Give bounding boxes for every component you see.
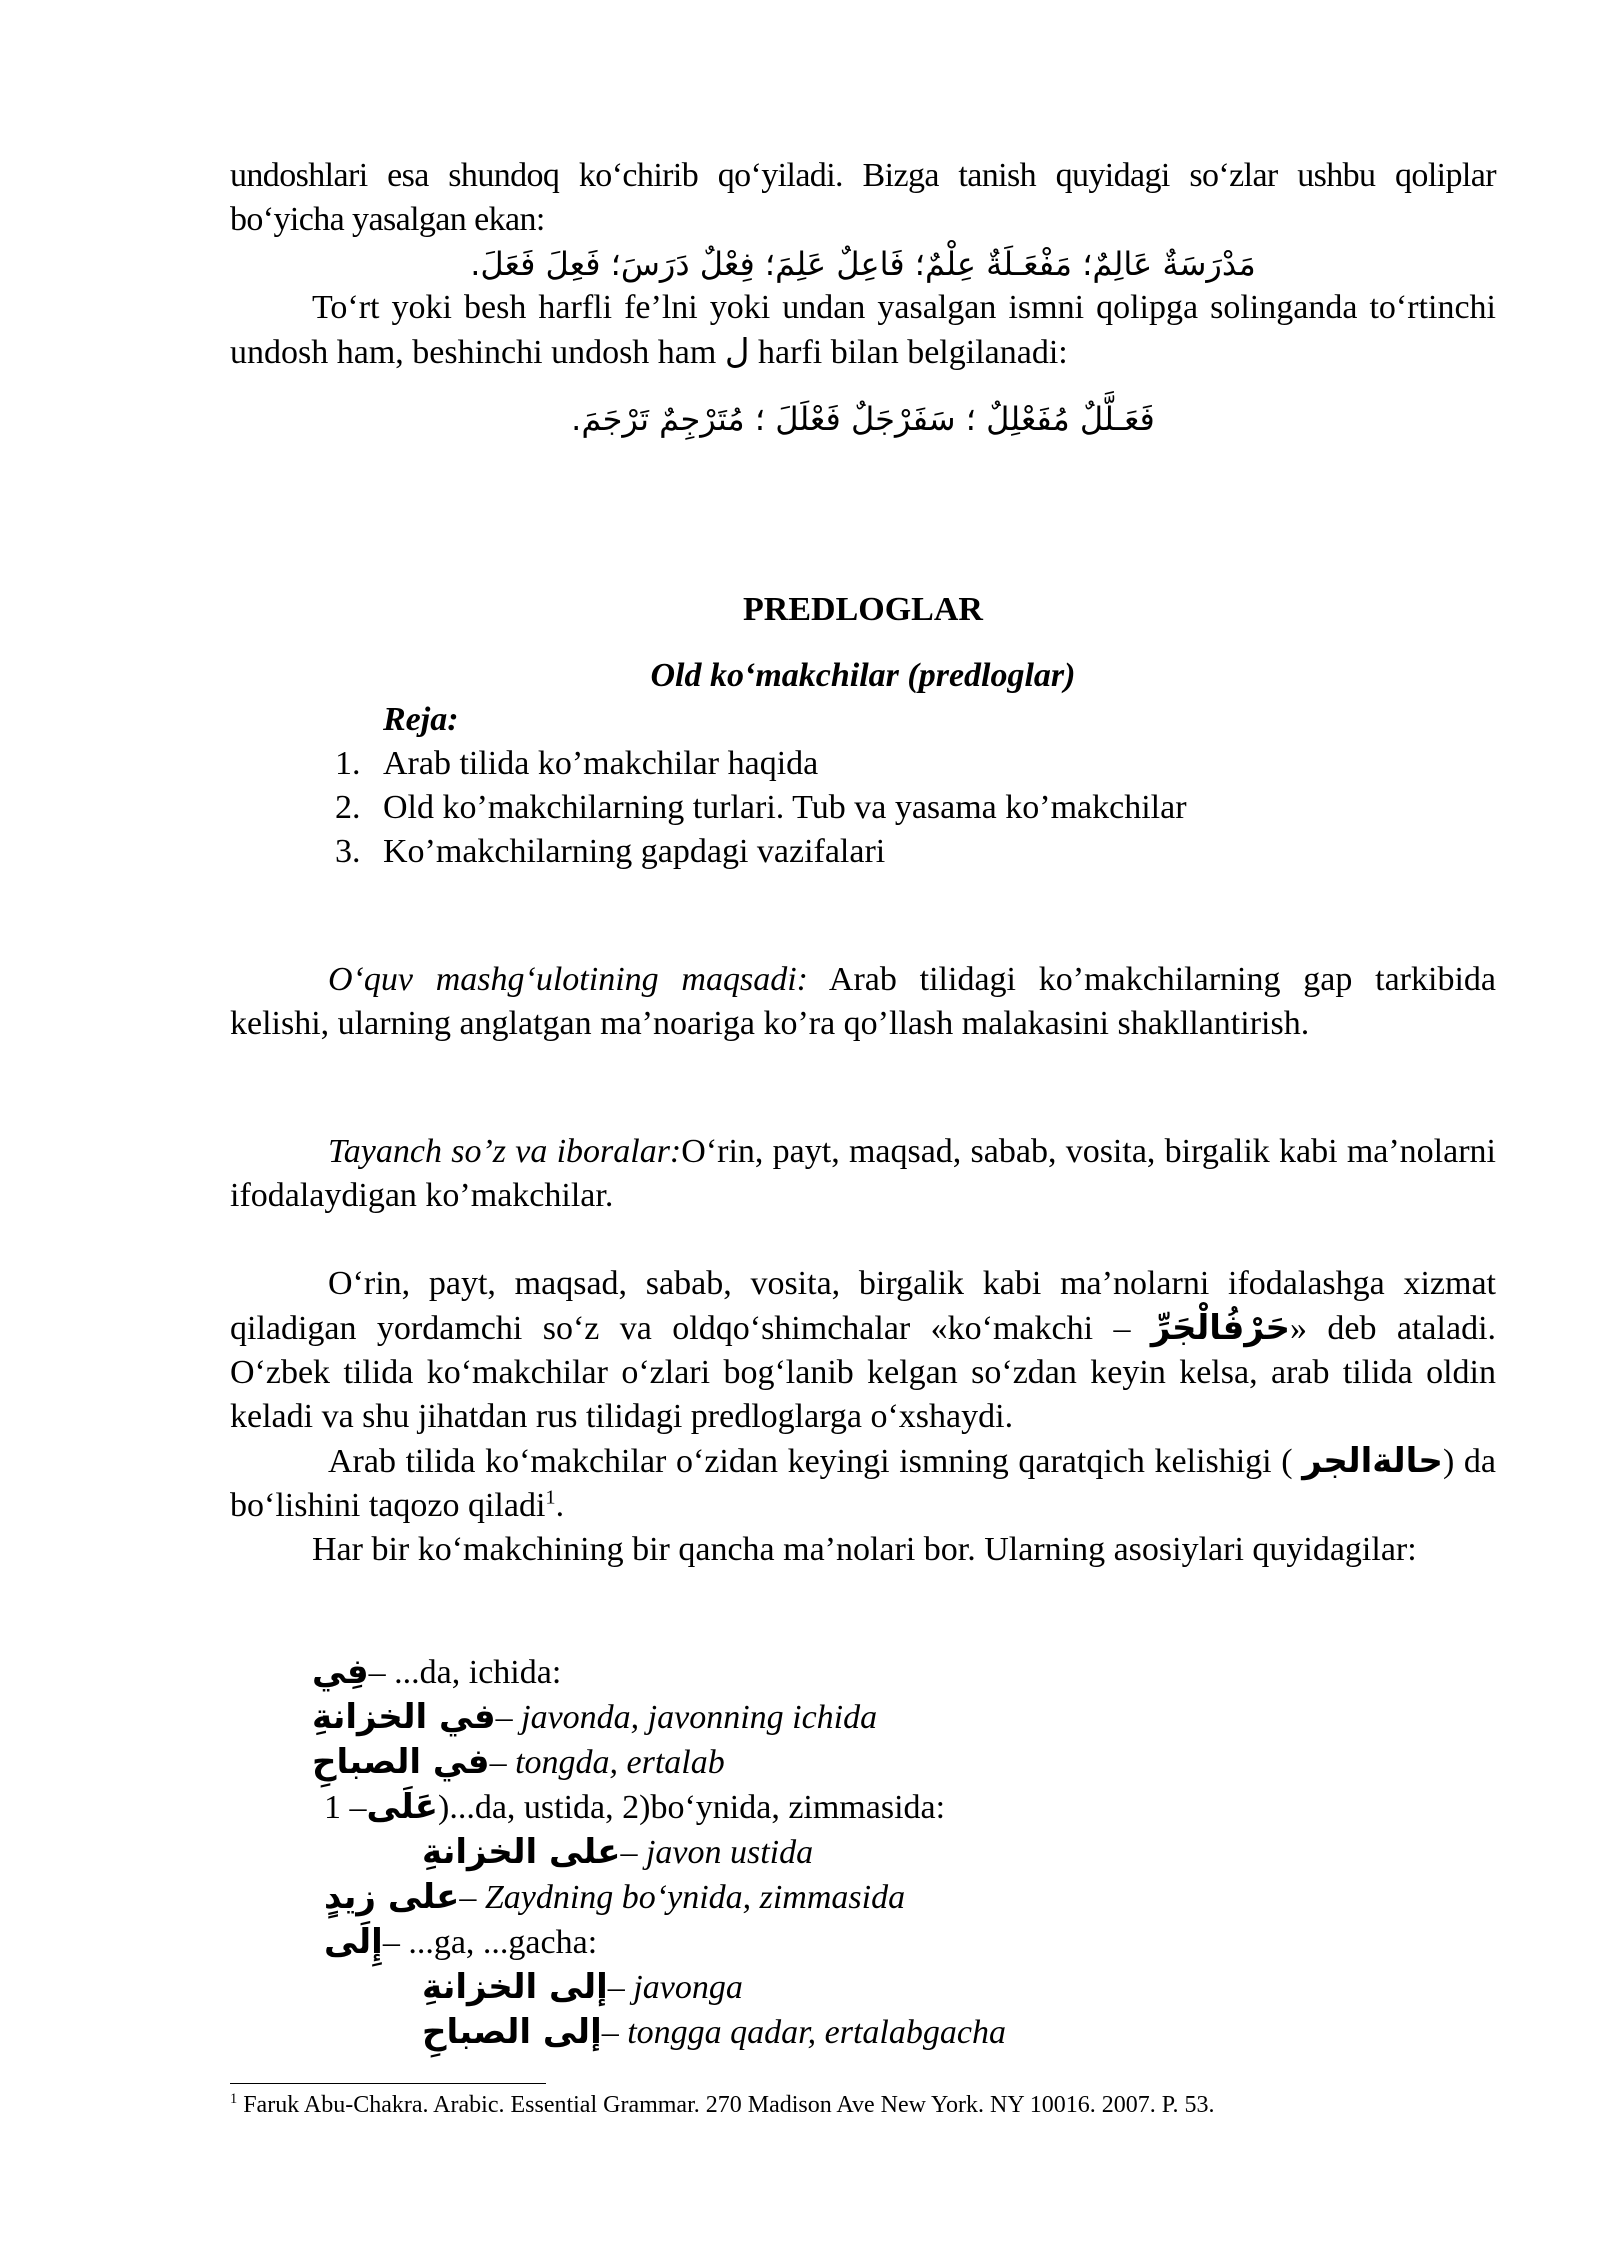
arabic-patterns-line-1: مَدْرَسَةٌ عَالِمٌ؛ مَفْعَـلَةٌ عِلْمٌ؛ فَاعِلٌ عَلِمَ؛ فِعْلٌ دَرَسَ؛ فَعِلَ فَعَلَ. — [470, 245, 1256, 283]
example-fi-1 — [312, 1695, 1578, 1740]
example-ala-heading — [324, 1785, 1578, 1830]
intro-text: undoshlari esa shundoq ko‘chirib qo‘yiladi. Bizga tanish quyidagi so‘zlar ushbu qoliplar bo‘yicha yasalgan ekan: — [230, 157, 1496, 238]
paragraph-four-five-letter — [230, 286, 1496, 375]
example-translation: – tongga qadar, ertalabgacha — [601, 2014, 1006, 2051]
plan-item-text: Ko’makchilarning gapdagi vazifalari — [383, 833, 886, 870]
goal-block — [230, 958, 1496, 1046]
ala-prefix: 1 – — [324, 1789, 367, 1826]
arabic-patterns-line-2: فَعَـلَّلٌ مُفَعْلِلٌ ؛ سَفَرْجَلٌ فَعْلَلَ ؛ مُتَرْجِمٌ تَرْجَمَ. — [571, 400, 1155, 438]
section-heading — [230, 588, 1496, 874]
example-ila-2 — [422, 2010, 1578, 2055]
para2-text-end: harfi bilan belgilanadi: — [749, 334, 1068, 371]
ala-gloss: )...da, ustida, 2)bo‘ynida, zimmasida: — [438, 1789, 946, 1826]
plan-item — [230, 830, 1496, 874]
body-block — [230, 1262, 1496, 1572]
arabic-ala: عَلَى — [366, 1787, 439, 1827]
example-fi-2 — [312, 1740, 1578, 1785]
example-translation: – javonda, javonning ichida — [495, 1699, 878, 1736]
intro-paragraph — [230, 154, 1496, 242]
example-translation: – javonga — [607, 1969, 743, 2006]
plan-item-text: Old ko’makchilarning turlari. Tub va yasama ko’makchilar — [383, 789, 1187, 826]
body-paragraph-1 — [230, 1262, 1496, 1439]
footnote — [230, 2090, 1214, 2120]
example-ala-1 — [422, 1830, 1578, 1875]
goal-paragraph — [230, 958, 1496, 1046]
keywords-block — [230, 1130, 1496, 1218]
body-paragraph-2 — [230, 1439, 1496, 1528]
intro-block — [230, 154, 1496, 441]
plan-item — [230, 742, 1496, 786]
footnote-reference[interactable]: 1 — [545, 1486, 556, 1509]
arabic-harf-al-jarr: حَرْفُالْجَرِّ — [1150, 1308, 1290, 1348]
body-p2-period: . — [555, 1487, 565, 1524]
example-translation: – tongda, ertalab — [489, 1744, 725, 1781]
body-p1-text: O‘rin, payt, maqsad, sabab, vosita, birgalik kabi ma’nolarni ifodalashga xizmat qiladigan yordamchi so‘z va oldqo‘shimchalar «ko‘makchi – — [230, 1265, 1496, 1347]
keywords-text: O‘rin, payt, maqsad, sabab, vosita, birgalik kabi ma’nolarni ifodalaydigan ko’makchilar. — [230, 1133, 1496, 1214]
section-subtitle: Old ko‘makchilar (predloglar) — [650, 657, 1076, 694]
goal-text: Arab tilidagi ko’makchilarning gap tarkibida kelishi, ularning anglatgan ma’noariga ko’ra qo’llash malakasini shakllantirish. — [230, 961, 1496, 1042]
arabic-ila: إِلَى — [324, 1922, 383, 1962]
section-title: PREDLOGLAR — [743, 591, 983, 628]
arabic-example: في الخزانةِ — [312, 1697, 496, 1737]
example-translation: – javon ustida — [620, 1834, 814, 1871]
footnote-separator — [230, 2083, 546, 2084]
body-paragraph-3: Har bir ko‘makchining bir qancha ma’nolari bor. Ularning asosiylari quyidagilar: — [312, 1531, 1417, 1568]
goal-label: O‘quv mashg‘ulotining maqsadi: — [328, 961, 808, 998]
arabic-example: على زيدٍ — [324, 1877, 460, 1917]
plan-item-number: 3. — [335, 833, 361, 870]
footnote-number: 1 — [230, 2091, 238, 2107]
plan-item — [230, 786, 1496, 830]
fi-gloss: – ...da, ichida: — [368, 1654, 562, 1691]
example-ila-heading — [324, 1920, 1578, 1965]
plan-item-text: Arab tilida ko’makchilar haqida — [383, 745, 819, 782]
body-p1-text-end: » deb ataladi. O‘zbek tilida ko‘makchilar o‘zlari bog‘lanib kelgan so‘zdan keyin kelsa, arab tilida oldin keladi va shu jihatdan rus tilidagi predloglarga o‘xshaydi. — [230, 1310, 1497, 1435]
example-ala-2 — [324, 1875, 1578, 1920]
arabic-example: إلى الخزانةِ — [422, 1967, 608, 2007]
arabic-lam-letter: ل — [724, 332, 750, 372]
keywords-paragraph — [230, 1130, 1496, 1218]
arabic-example: إلى الصباحِ — [422, 2012, 602, 2052]
arabic-fi: فِي — [312, 1652, 369, 1692]
example-translation: – Zaydning bo‘ynida, zimmasida — [459, 1879, 906, 1916]
arabic-example: في الصباحِ — [312, 1742, 490, 1782]
examples-block — [312, 1650, 1578, 2055]
plan-label: Reja: — [383, 701, 459, 738]
arabic-halat-al-jarr: حالةالجر — [1302, 1441, 1443, 1481]
para2-text: To‘rt yoki besh harfli fe’lni yoki undan yasalgan ismni qolipga solinganda to‘rtinchi undosh ham, beshinchi undosh ham — [230, 289, 1496, 371]
plan-list — [230, 742, 1496, 874]
plan-item-number: 1. — [335, 745, 361, 782]
arabic-example: على الخزانةِ — [422, 1832, 621, 1872]
plan-item-number: 2. — [335, 789, 361, 826]
body-p2-text: Arab tilida ko‘makchilar o‘zidan keyingi ismning qaratqich kelishigi ( — [328, 1443, 1303, 1480]
ila-gloss: – ...ga, ...gacha: — [382, 1924, 598, 1961]
keywords-label: Tayanch so’z va iboralar: — [328, 1133, 682, 1170]
example-fi-heading — [312, 1650, 1578, 1695]
body-p2-text-end: ) da bo‘lishini taqozo qiladi — [230, 1443, 1496, 1524]
footnote-text: Faruk Abu-Chakra. Arabic. Essential Grammar. 270 Madison Ave New York. NY 10016. 2007. P. 53. — [237, 2092, 1215, 2118]
example-ila-1 — [422, 1965, 1578, 2010]
